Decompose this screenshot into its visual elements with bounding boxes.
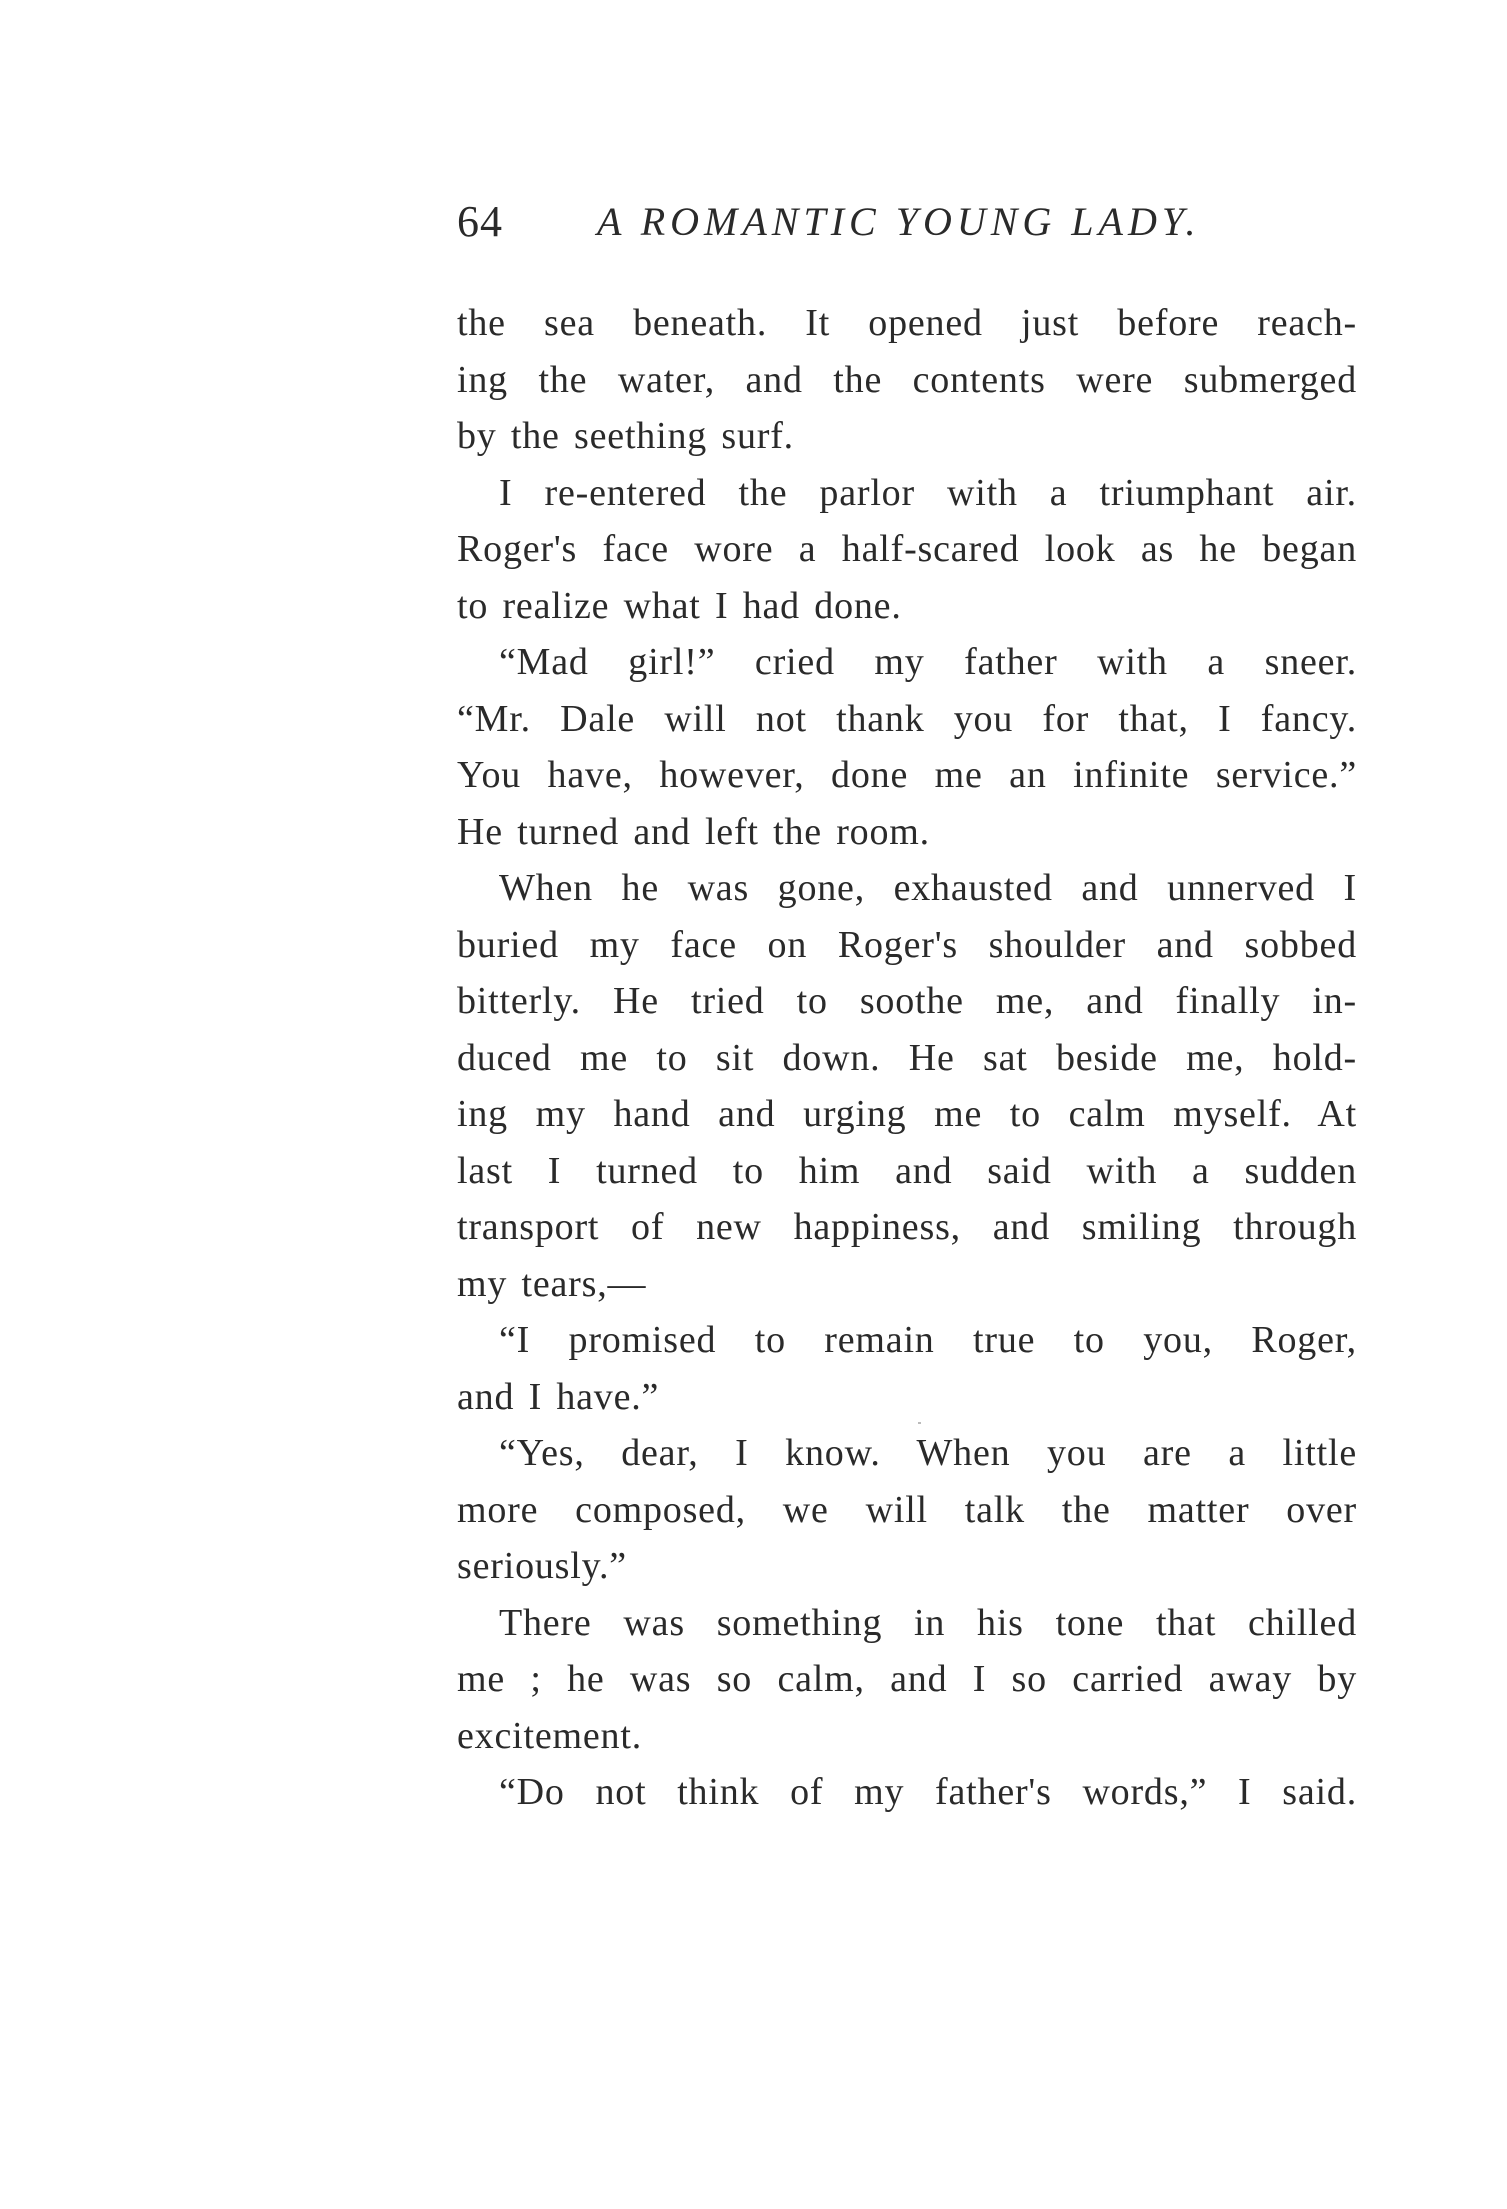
page-number: 64 xyxy=(457,197,503,246)
text-line: “Mad girl!” cried my father with a sneer. xyxy=(499,641,1357,683)
text-line: He turned and left the room. xyxy=(457,810,930,853)
text-line: the sea beneath. It opened just before reach- xyxy=(457,302,1357,344)
text-line: “Do not think of my father's words,” I said. xyxy=(499,1771,1357,1813)
text-line: You have, however, done me an infinite service.” xyxy=(457,754,1357,796)
text-line: Roger's face wore a half-scared look as he began xyxy=(457,528,1357,570)
text-line: last I turned to him and said with a sudden xyxy=(457,1149,1357,1192)
text-line: “I promised to remain true to you, Roger, xyxy=(499,1319,1357,1361)
text-line: to realize what I had done. xyxy=(457,584,902,627)
text-line: “Yes, dear, I know. When you are a little xyxy=(499,1432,1357,1474)
running-title: A ROMANTIC YOUNG LADY. xyxy=(597,199,1201,244)
body-text xyxy=(457,295,1357,1821)
text-line: ing my hand and urging me to calm myself. At xyxy=(457,1093,1357,1135)
text-line: bitterly. He tried to soothe me, and finally in- xyxy=(457,980,1357,1022)
text-line: my tears,— xyxy=(457,1262,647,1305)
text-line: seriously.” xyxy=(457,1545,627,1587)
text-line: me ; he was so calm, and I so carried away by xyxy=(457,1658,1357,1700)
text-line: ing the water, and the contents were submerged xyxy=(457,358,1357,401)
text-line: transport of new happiness, and smiling through xyxy=(457,1206,1357,1248)
text-line: and I have.” xyxy=(457,1375,660,1418)
text-line: duced me to sit down. He sat beside me, hold- xyxy=(457,1036,1357,1079)
text-line: “Mr. Dale will not thank you for that, I fancy. xyxy=(457,697,1357,740)
text-line: by the seething surf. xyxy=(457,415,794,457)
text-line: excitement. xyxy=(457,1714,642,1757)
text-line: I re-entered the parlor with a triumphant air. xyxy=(499,471,1357,514)
page-header xyxy=(457,192,1357,252)
text-line: more composed, we will talk the matter over xyxy=(457,1488,1357,1531)
paper-speck xyxy=(918,1422,921,1424)
text-line: There was something in his tone that chilled xyxy=(499,1601,1357,1644)
text-line: When he was gone, exhausted and unnerved I xyxy=(499,867,1357,909)
text-line: buried my face on Roger's shoulder and sobbed xyxy=(457,923,1357,966)
